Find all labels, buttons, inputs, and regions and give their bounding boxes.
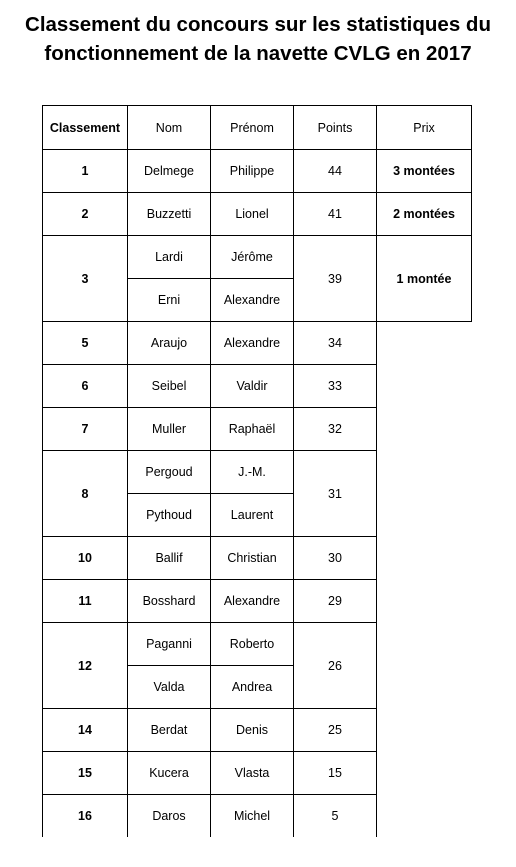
rank-cell: 10 — [43, 537, 128, 580]
points-cell: 39 — [294, 236, 377, 322]
points-cell: 26 — [294, 623, 377, 709]
nom-cell: Berdat — [128, 709, 211, 752]
points-cell: 31 — [294, 451, 377, 537]
nom-cell: Erni — [128, 279, 211, 322]
prenom-cell: Denis — [211, 709, 294, 752]
table-row — [43, 451, 472, 494]
empty-prize-cell — [377, 365, 472, 408]
prenom-cell: Valdir — [211, 365, 294, 408]
prenom-cell: Philippe — [211, 150, 294, 193]
table-row — [43, 623, 472, 666]
points-cell: 44 — [294, 150, 377, 193]
title-line-1: Classement du concours sur les statistiques du — [25, 13, 491, 36]
nom-cell: Pergoud — [128, 451, 211, 494]
rank-cell: 16 — [43, 795, 128, 838]
points-cell: 30 — [294, 537, 377, 580]
table-row — [43, 537, 472, 580]
rank-cell: 6 — [43, 365, 128, 408]
ranking-table-body — [43, 106, 472, 838]
prenom-cell: Alexandre — [211, 322, 294, 365]
rank-cell: 11 — [43, 580, 128, 623]
empty-prize-cell — [377, 709, 472, 752]
empty-prize-cell — [377, 795, 472, 838]
rank-cell: 5 — [43, 322, 128, 365]
prenom-cell: Christian — [211, 537, 294, 580]
empty-prize-cell — [377, 752, 472, 795]
prenom-cell: J.-M. — [211, 451, 294, 494]
table-row — [43, 709, 472, 752]
prenom-cell: Michel — [211, 795, 294, 838]
table-header-row — [43, 106, 472, 150]
nom-cell: Pythoud — [128, 494, 211, 537]
nom-cell: Ballif — [128, 537, 211, 580]
prize-cell: 3 montées — [377, 150, 472, 193]
nom-cell: Paganni — [128, 623, 211, 666]
empty-prize-cell — [377, 580, 472, 623]
prenom-cell: Raphaël — [211, 408, 294, 451]
ranking-table — [42, 105, 472, 837]
table-row — [43, 236, 472, 279]
nom-cell: Kucera — [128, 752, 211, 795]
nom-cell: Muller — [128, 408, 211, 451]
table-row — [43, 365, 472, 408]
rank-cell: 7 — [43, 408, 128, 451]
points-cell: 15 — [294, 752, 377, 795]
rank-cell: 8 — [43, 451, 128, 537]
nom-cell: Daros — [128, 795, 211, 838]
rank-cell: 3 — [43, 236, 128, 322]
nom-cell: Valda — [128, 666, 211, 709]
header-prix: Prix — [377, 106, 472, 150]
empty-prize-cell — [377, 623, 472, 709]
table-row — [43, 193, 472, 236]
nom-cell: Delmege — [128, 150, 211, 193]
prenom-cell: Vlasta — [211, 752, 294, 795]
points-cell: 33 — [294, 365, 377, 408]
table-row — [43, 752, 472, 795]
prenom-cell: Alexandre — [211, 279, 294, 322]
points-cell: 5 — [294, 795, 377, 838]
header-rank: Classement — [43, 106, 128, 150]
points-cell: 41 — [294, 193, 377, 236]
nom-cell: Araujo — [128, 322, 211, 365]
prenom-cell: Andrea — [211, 666, 294, 709]
nom-cell: Seibel — [128, 365, 211, 408]
page-title — [0, 10, 516, 68]
rank-cell: 1 — [43, 150, 128, 193]
points-cell: 32 — [294, 408, 377, 451]
table-row — [43, 322, 472, 365]
header-nom: Nom — [128, 106, 211, 150]
empty-prize-cell — [377, 408, 472, 451]
header-points: Points — [294, 106, 377, 150]
empty-prize-cell — [377, 451, 472, 537]
table-row — [43, 795, 472, 838]
prenom-cell: Jérôme — [211, 236, 294, 279]
prenom-cell: Laurent — [211, 494, 294, 537]
title-line-2: fonctionnement de la navette CVLG en 2017 — [44, 42, 472, 65]
rank-cell: 14 — [43, 709, 128, 752]
prenom-cell: Lionel — [211, 193, 294, 236]
header-prenom: Prénom — [211, 106, 294, 150]
points-cell: 25 — [294, 709, 377, 752]
prenom-cell: Alexandre — [211, 580, 294, 623]
nom-cell: Buzzetti — [128, 193, 211, 236]
nom-cell: Lardi — [128, 236, 211, 279]
rank-cell: 2 — [43, 193, 128, 236]
prize-cell: 1 montée — [377, 236, 472, 322]
rank-cell: 12 — [43, 623, 128, 709]
nom-cell: Bosshard — [128, 580, 211, 623]
prize-cell: 2 montées — [377, 193, 472, 236]
table-row — [43, 408, 472, 451]
table-row — [43, 150, 472, 193]
table-row — [43, 580, 472, 623]
rank-cell: 15 — [43, 752, 128, 795]
prenom-cell: Roberto — [211, 623, 294, 666]
points-cell: 29 — [294, 580, 377, 623]
empty-prize-cell — [377, 322, 472, 365]
points-cell: 34 — [294, 322, 377, 365]
empty-prize-cell — [377, 537, 472, 580]
